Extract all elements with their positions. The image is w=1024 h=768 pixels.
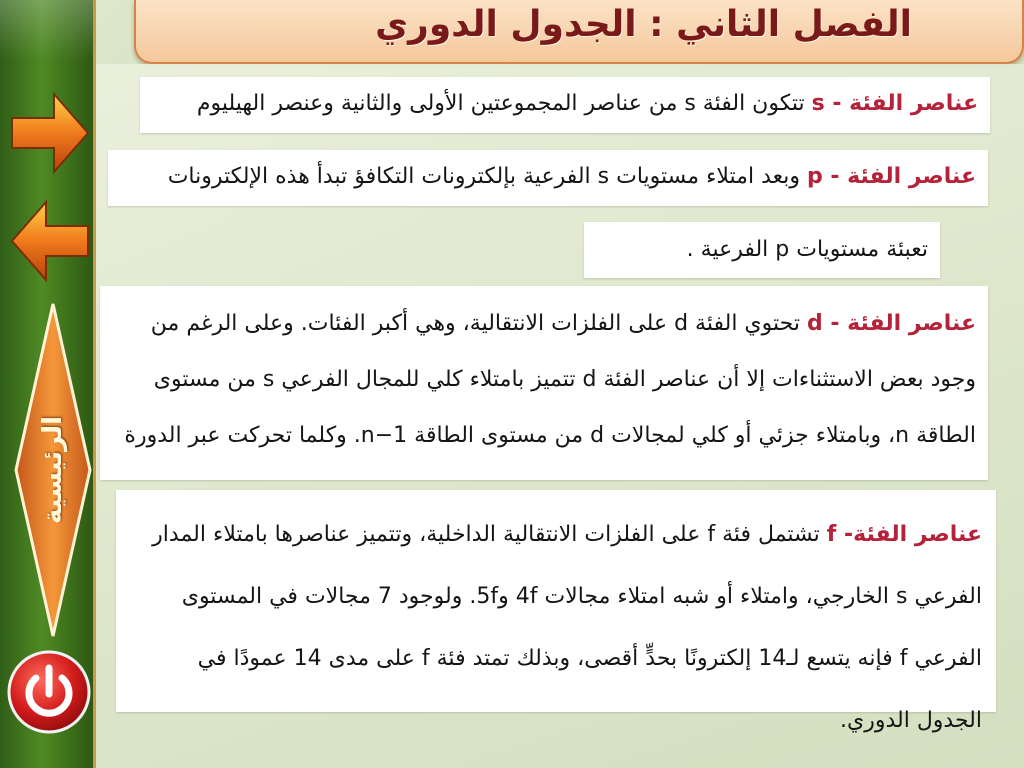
d-block-heading: عناصر الفئة - d: [806, 311, 976, 336]
page-title: الفصل الثاني : الجدول الدوري: [375, 4, 912, 45]
d-block-text: تحتوي الفئة d على الفلزات الانتقالية، وهي أكبر الفئات. وعلى الرغم من وجود بعض الاستثناءات إلا أن عناصر الفئة d تتميز بامتلاء كلي للمجال الفرعي s من مستوى الطاقة n، وبامتلاء جزئي أو كلي لمجالات d من مستوى الطاقة n−1. وكلما تحركت عبر الدورة: [124, 311, 976, 448]
power-icon: [6, 646, 92, 738]
previous-button[interactable]: [8, 196, 92, 286]
page-header: [134, 0, 1024, 64]
p-block-continued-text: تعبئة مستويات p الفرعية .: [686, 237, 928, 262]
f-block-panel: [116, 490, 996, 733]
p-block-text: وبعد امتلاء مستويات s الفرعية بإلكترونات التكافؤ تبدأ هذه الإلكترونات: [167, 164, 807, 189]
p-block-panel: [108, 150, 988, 206]
s-block-heading: عناصر الفئة - s: [811, 91, 978, 116]
f-block-heading: عناصر الفئة- f: [826, 522, 982, 547]
s-block-panel: [140, 77, 990, 133]
s-block-text: تتكون الفئة s من عناصر المجموعتين الأولى والثانية وعنصر الهيليوم: [196, 91, 812, 116]
arrow-left-icon: [8, 196, 92, 286]
home-button[interactable]: [12, 300, 94, 640]
p-block-heading: عناصر الفئة - p: [806, 164, 976, 189]
next-button[interactable]: [8, 88, 92, 178]
home-label: الرئيسية: [38, 415, 68, 525]
exit-button[interactable]: [6, 646, 92, 738]
d-block-panel: [100, 286, 988, 480]
arrow-right-icon: [8, 88, 92, 178]
p-block-continued-panel: [584, 222, 940, 278]
f-block-text: تشتمل فئة f على الفلزات الانتقالية الداخلية، وتتميز عناصرها بامتلاء المدار الفرعي s الخارجي، وامتلاء أو شبه امتلاء مجالات 4f و5f. ولوجود 7 مجالات في المستوى الفرعي f فإنه يتسع لـ14 إلكترونًا بحدٍّ أقصى، وبذلك تمتد فئة f على مدى 14 عمودًا في الجدول الدوري.: [152, 522, 982, 733]
